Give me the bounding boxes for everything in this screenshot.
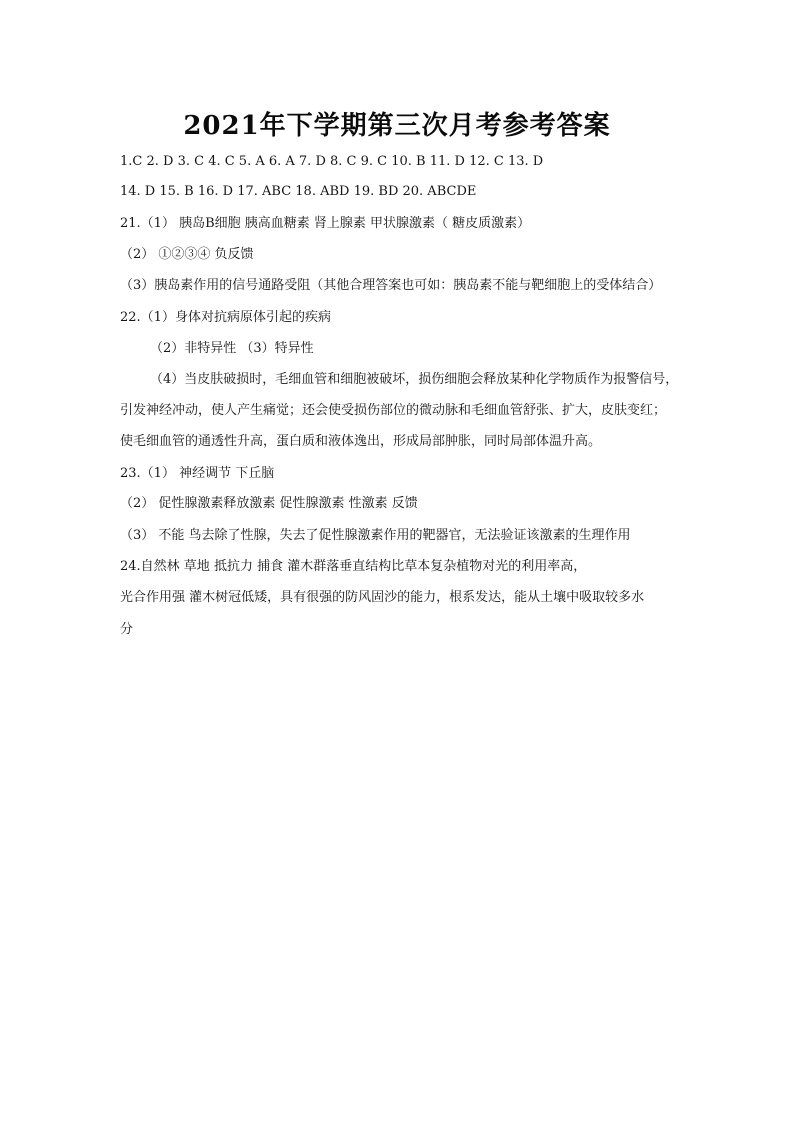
answer-line-q23-part1: 23.（1） 神经调节 下丘脑 [120, 466, 275, 481]
answer-line-q23-part2: （2） 促性腺激素释放激素 促性腺激素 性激素 反馈 [120, 496, 418, 511]
answer-line-q22-part4: （4）当皮肤破损时，毛细血管和细胞被破坏，损伤细胞会释放某种化学物质作为报警信号， [150, 372, 679, 387]
answer-line-q24-part1: 24.自然林 草地 抵抗力 捕食 灌木群落垂直结构比草本复杂植物对光的利用率高， [120, 559, 587, 574]
answer-line-mcq-1-13: 1.C 2. D 3. C 4. C 5. A 6. A 7. D 8. C 9. C 10. B 11. D 12. C 13. D [120, 154, 544, 169]
answer-line-q24-part3: 分 [120, 622, 134, 637]
answer-line-q22-part1: 22.（1）身体对抗病原体引起的疾病 [120, 310, 331, 325]
answer-line-mcq-14-20: 14. D 15. B 16. D 17. ABC 18. ABD 19. BD 20. ABCDE [120, 184, 477, 199]
answer-line-q22-part2-3: （2）非特异性 （3）特异性 [150, 341, 314, 356]
answer-line-q21-part1: 21.（1） 胰岛B细胞 胰高血糖素 肾上腺素 甲状腺激素（ 糖皮质激素） [120, 216, 531, 231]
answer-line-q22-part4-cont2: 使毛细血管的通透性升高，蛋白质和液体逸出，形成局部肿胀，同时局部体温升高。 [120, 434, 602, 449]
answer-line-q24-part2: 光合作用强 灌木树冠低矮，具有很强的防风固沙的能力，根系发达，能从土壤中吸取较多水 [120, 590, 645, 605]
answer-line-q22-part4-cont1: 引发神经冲动，使人产生痛觉；还会使受损伤部位的微动脉和毛细血管舒张、扩大，皮肤变红； [120, 403, 667, 418]
answer-line-q21-part2: （2） ①②③④ 负反馈 [120, 247, 254, 262]
answer-line-q21-part3: （3）胰岛素作用的信号通路受阻（其他合理答案也可如：胰岛素不能与靶细胞上的受体结合） [120, 278, 662, 293]
answer-line-q23-part3: （3） 不能 鸟去除了性腺，失去了促性腺激素作用的靶器官，无法验证该激素的生理作用 [120, 528, 631, 543]
page-title: 2021年下学期第三次月考参考答案 [183, 111, 611, 141]
